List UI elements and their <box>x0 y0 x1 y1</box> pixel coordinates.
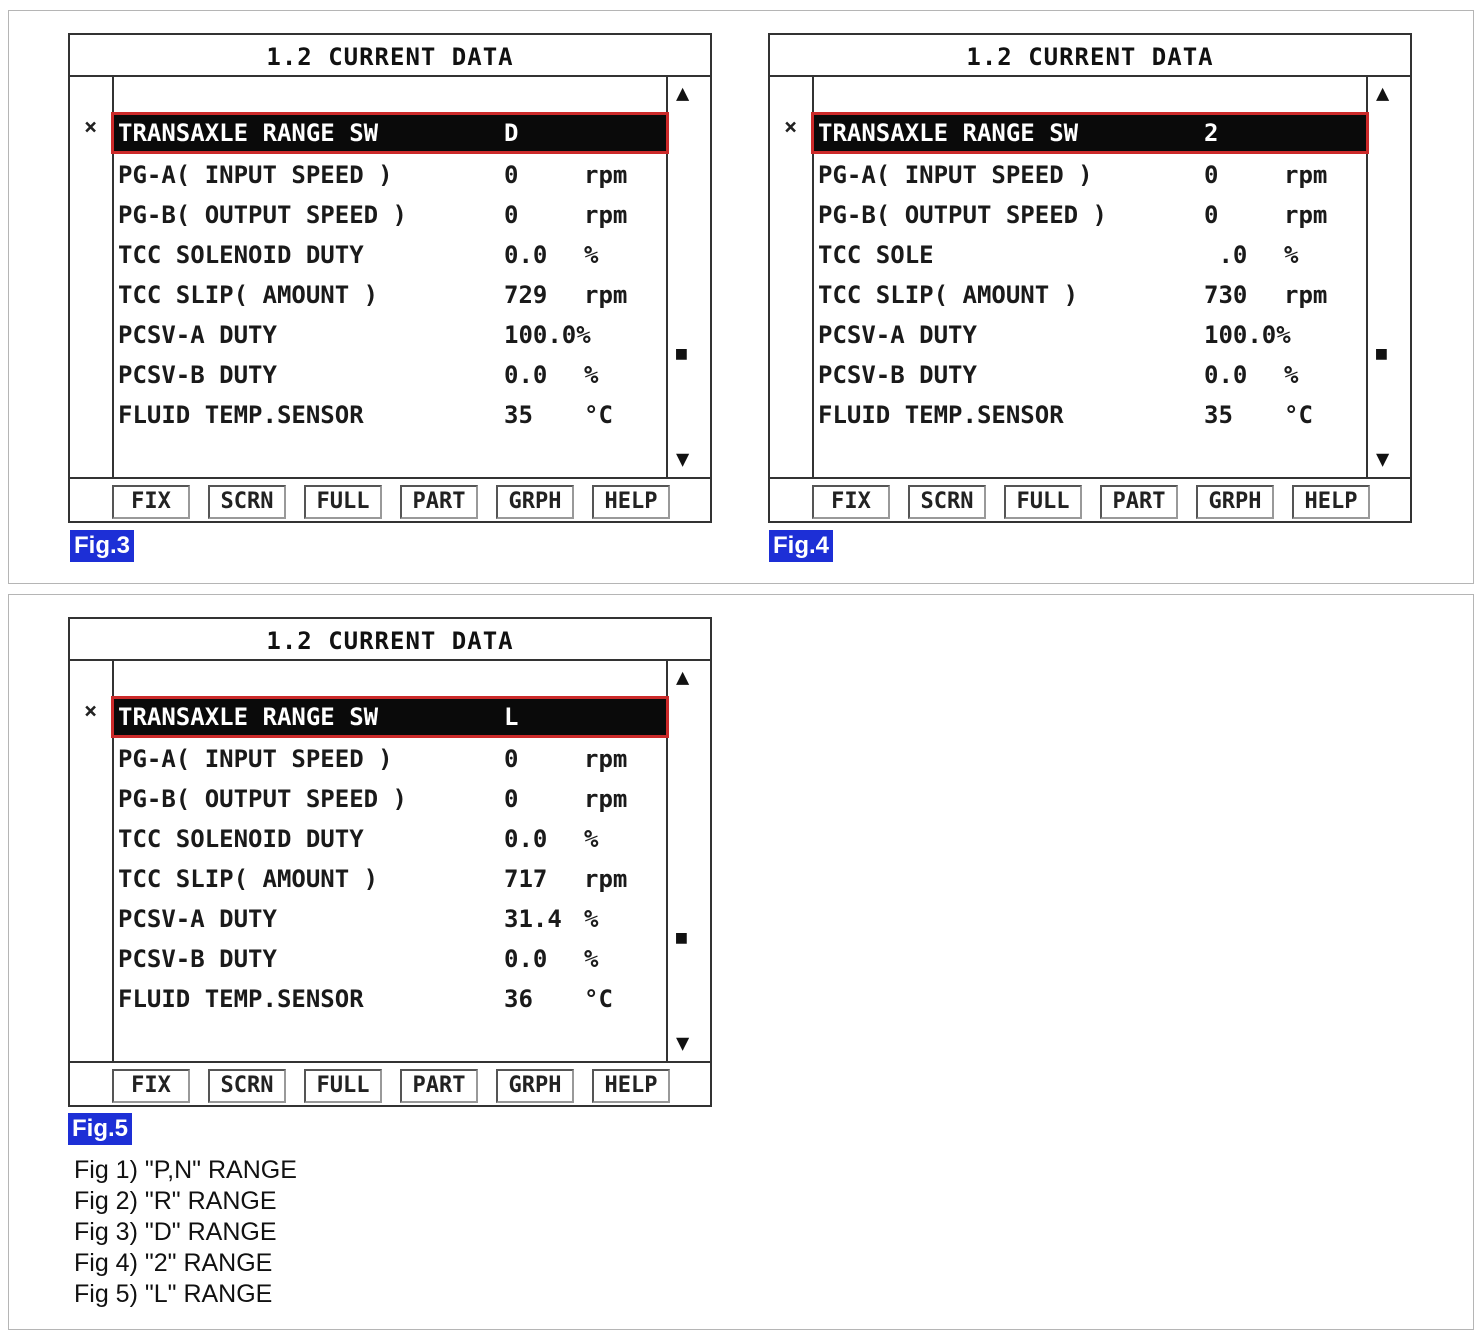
data-row-tcc-slip-amount[interactable] <box>114 277 666 313</box>
row-label: FLUID TEMP.SENSOR <box>118 401 364 429</box>
data-row-pcsv-b-duty[interactable] <box>814 357 1366 393</box>
row-value: 0 <box>504 161 519 189</box>
row-unit: % <box>584 945 599 973</box>
data-row-transaxle-range-sw[interactable] <box>114 115 666 151</box>
scrn-button[interactable]: SCRN <box>208 485 286 519</box>
scroll-up-icon[interactable]: ▲ <box>1376 81 1390 106</box>
grph-button[interactable]: GRPH <box>1196 485 1274 519</box>
data-row-pg-a-input-speed[interactable] <box>114 157 666 193</box>
scan-tool-screen-fig3 <box>68 33 712 523</box>
row-label: PCSV-B DUTY <box>118 945 277 973</box>
selected-marker-icon: × <box>784 115 798 140</box>
data-row-fluid-temp-sensor[interactable] <box>114 981 666 1017</box>
range-notes <box>74 1155 297 1310</box>
row-unit: rpm <box>584 161 628 189</box>
row-value: 0.0 <box>504 361 548 389</box>
row-label: TCC SOLENOID DUTY <box>118 241 364 269</box>
screen-title: 1.2 CURRENT DATA <box>68 617 712 661</box>
row-label: PG-A( INPUT SPEED ) <box>118 161 393 189</box>
row-value: 0 <box>504 785 519 813</box>
grph-button[interactable]: GRPH <box>496 1069 574 1103</box>
data-row-pg-a-input-speed[interactable] <box>114 741 666 777</box>
row-unit: rpm <box>584 785 628 813</box>
scrn-button[interactable]: SCRN <box>908 485 986 519</box>
row-label: PCSV-B DUTY <box>818 361 977 389</box>
row-value: D <box>504 119 519 147</box>
part-button[interactable]: PART <box>400 485 478 519</box>
scroll-thumb-icon[interactable]: ■ <box>676 343 687 364</box>
scroll-thumb-icon[interactable]: ■ <box>676 927 687 948</box>
row-value: 2 <box>1204 119 1219 147</box>
row-value: .0 <box>1204 241 1248 269</box>
row-label: TCC SOLE <box>818 241 934 269</box>
fix-button[interactable]: FIX <box>812 485 890 519</box>
data-row-tcc-slip-amount[interactable] <box>814 277 1366 313</box>
data-list <box>68 75 712 479</box>
data-row-pg-b-output-speed[interactable] <box>814 197 1366 233</box>
row-unit: % <box>584 361 599 389</box>
scan-tool-screen-fig4 <box>768 33 1412 523</box>
scroll-thumb-icon[interactable]: ■ <box>1376 343 1387 364</box>
row-value: 36 <box>504 985 533 1013</box>
selected-marker-icon: × <box>84 699 98 724</box>
row-value: 35 <box>504 401 533 429</box>
part-button[interactable]: PART <box>1100 485 1178 519</box>
function-key-bar <box>68 1063 712 1107</box>
row-label: PG-B( OUTPUT SPEED ) <box>818 201 1107 229</box>
screen-title: 1.2 CURRENT DATA <box>68 33 712 77</box>
fix-button[interactable]: FIX <box>112 1069 190 1103</box>
figure-label: Fig.5 <box>68 1113 132 1145</box>
scroll-down-icon[interactable]: ▼ <box>676 447 690 472</box>
data-row-pg-a-input-speed[interactable] <box>814 157 1366 193</box>
figure-label: Fig.4 <box>769 530 833 562</box>
note-item: Fig 5) "L" RANGE <box>74 1280 273 1308</box>
row-unit: % <box>1284 361 1299 389</box>
row-value: 35 <box>1204 401 1233 429</box>
row-label: PG-B( OUTPUT SPEED ) <box>118 201 407 229</box>
data-row-transaxle-range-sw[interactable] <box>814 115 1366 151</box>
row-unit: rpm <box>1284 281 1328 309</box>
row-unit: rpm <box>1284 161 1328 189</box>
row-value: 0 <box>1204 161 1219 189</box>
data-row-tcc-solenoid-duty[interactable] <box>114 821 666 857</box>
row-value: 717 <box>504 865 548 893</box>
note-item: Fig 4) "2" RANGE <box>74 1249 273 1277</box>
row-label: PCSV-A DUTY <box>118 905 277 933</box>
row-label: PG-B( OUTPUT SPEED ) <box>118 785 407 813</box>
function-key-bar <box>68 479 712 523</box>
note-item: Fig 1) "P,N" RANGE <box>74 1156 297 1184</box>
row-value: 0 <box>504 745 519 773</box>
scroll-up-icon[interactable]: ▲ <box>676 81 690 106</box>
row-label: TRANSAXLE RANGE SW <box>118 119 379 147</box>
row-label: PG-A( INPUT SPEED ) <box>818 161 1093 189</box>
row-unit: °C <box>584 985 613 1013</box>
scan-tool-screen-fig5 <box>68 617 712 1107</box>
data-row-transaxle-range-sw[interactable] <box>114 699 666 735</box>
row-value: 0.0 <box>504 825 548 853</box>
figure-label: Fig.3 <box>70 530 134 562</box>
row-value: 0 <box>1204 201 1219 229</box>
row-label: TRANSAXLE RANGE SW <box>118 703 379 731</box>
data-row-pcsv-a-duty[interactable] <box>114 901 666 937</box>
row-unit: rpm <box>584 281 628 309</box>
row-value: 100.0% <box>1204 321 1291 349</box>
row-value: 0.0 <box>504 945 548 973</box>
row-value: 730 <box>1204 281 1248 309</box>
grph-button[interactable]: GRPH <box>496 485 574 519</box>
divider <box>666 661 668 1061</box>
data-list <box>68 659 712 1063</box>
scrn-button[interactable]: SCRN <box>208 1069 286 1103</box>
row-value: 0.0 <box>1204 361 1248 389</box>
full-button[interactable]: FULL <box>304 1069 382 1103</box>
fix-button[interactable]: FIX <box>112 485 190 519</box>
data-list <box>768 75 1412 479</box>
part-button[interactable]: PART <box>400 1069 478 1103</box>
row-value: 31.4 <box>504 905 562 933</box>
row-value: L <box>504 703 519 731</box>
row-value: 100.0% <box>504 321 591 349</box>
row-unit: rpm <box>584 745 628 773</box>
data-row-fluid-temp-sensor[interactable] <box>814 397 1366 433</box>
help-button[interactable]: HELP <box>592 485 670 519</box>
note-item: Fig 2) "R" RANGE <box>74 1187 277 1215</box>
data-row-pcsv-a-duty[interactable] <box>114 317 666 353</box>
selected-marker-icon: × <box>84 115 98 140</box>
data-row-tcc-solenoid-duty[interactable] <box>814 237 1366 273</box>
data-row-fluid-temp-sensor[interactable] <box>114 397 666 433</box>
data-row-pcsv-b-duty[interactable] <box>114 357 666 393</box>
row-label: FLUID TEMP.SENSOR <box>818 401 1064 429</box>
scroll-down-icon[interactable]: ▼ <box>676 1031 690 1056</box>
row-unit: rpm <box>584 201 628 229</box>
data-row-pg-b-output-speed[interactable] <box>114 781 666 817</box>
divider <box>666 77 668 477</box>
help-button[interactable]: HELP <box>1292 485 1370 519</box>
data-row-pg-b-output-speed[interactable] <box>114 197 666 233</box>
scroll-up-icon[interactable]: ▲ <box>676 665 690 690</box>
row-value: 0 <box>504 201 519 229</box>
row-label: TCC SOLENOID DUTY <box>118 825 364 853</box>
full-button[interactable]: FULL <box>304 485 382 519</box>
help-button[interactable]: HELP <box>592 1069 670 1103</box>
row-label: TCC SLIP( AMOUNT ) <box>118 865 379 893</box>
row-unit: °C <box>584 401 613 429</box>
row-unit: % <box>1284 241 1299 269</box>
row-unit: rpm <box>584 865 628 893</box>
row-unit: °C <box>1284 401 1313 429</box>
row-value: 729 <box>504 281 548 309</box>
note-item: Fig 3) "D" RANGE <box>74 1218 277 1246</box>
row-label: TCC SLIP( AMOUNT ) <box>118 281 379 309</box>
full-button[interactable]: FULL <box>1004 485 1082 519</box>
row-label: PG-A( INPUT SPEED ) <box>118 745 393 773</box>
row-label: TRANSAXLE RANGE SW <box>818 119 1079 147</box>
row-unit: % <box>584 825 599 853</box>
data-row-tcc-solenoid-duty[interactable] <box>114 237 666 273</box>
scroll-down-icon[interactable]: ▼ <box>1376 447 1390 472</box>
row-label: PCSV-A DUTY <box>118 321 277 349</box>
function-key-bar <box>768 479 1412 523</box>
row-label: FLUID TEMP.SENSOR <box>118 985 364 1013</box>
data-row-tcc-slip-amount[interactable] <box>114 861 666 897</box>
data-row-pcsv-a-duty[interactable] <box>814 317 1366 353</box>
row-unit: % <box>584 241 599 269</box>
row-label: TCC SLIP( AMOUNT ) <box>818 281 1079 309</box>
data-row-pcsv-b-duty[interactable] <box>114 941 666 977</box>
row-label: PCSV-B DUTY <box>118 361 277 389</box>
row-unit: % <box>584 905 599 933</box>
divider <box>1366 77 1368 477</box>
screen-title: 1.2 CURRENT DATA <box>768 33 1412 77</box>
row-value: 0.0 <box>504 241 548 269</box>
row-label: PCSV-A DUTY <box>818 321 977 349</box>
row-unit: rpm <box>1284 201 1328 229</box>
